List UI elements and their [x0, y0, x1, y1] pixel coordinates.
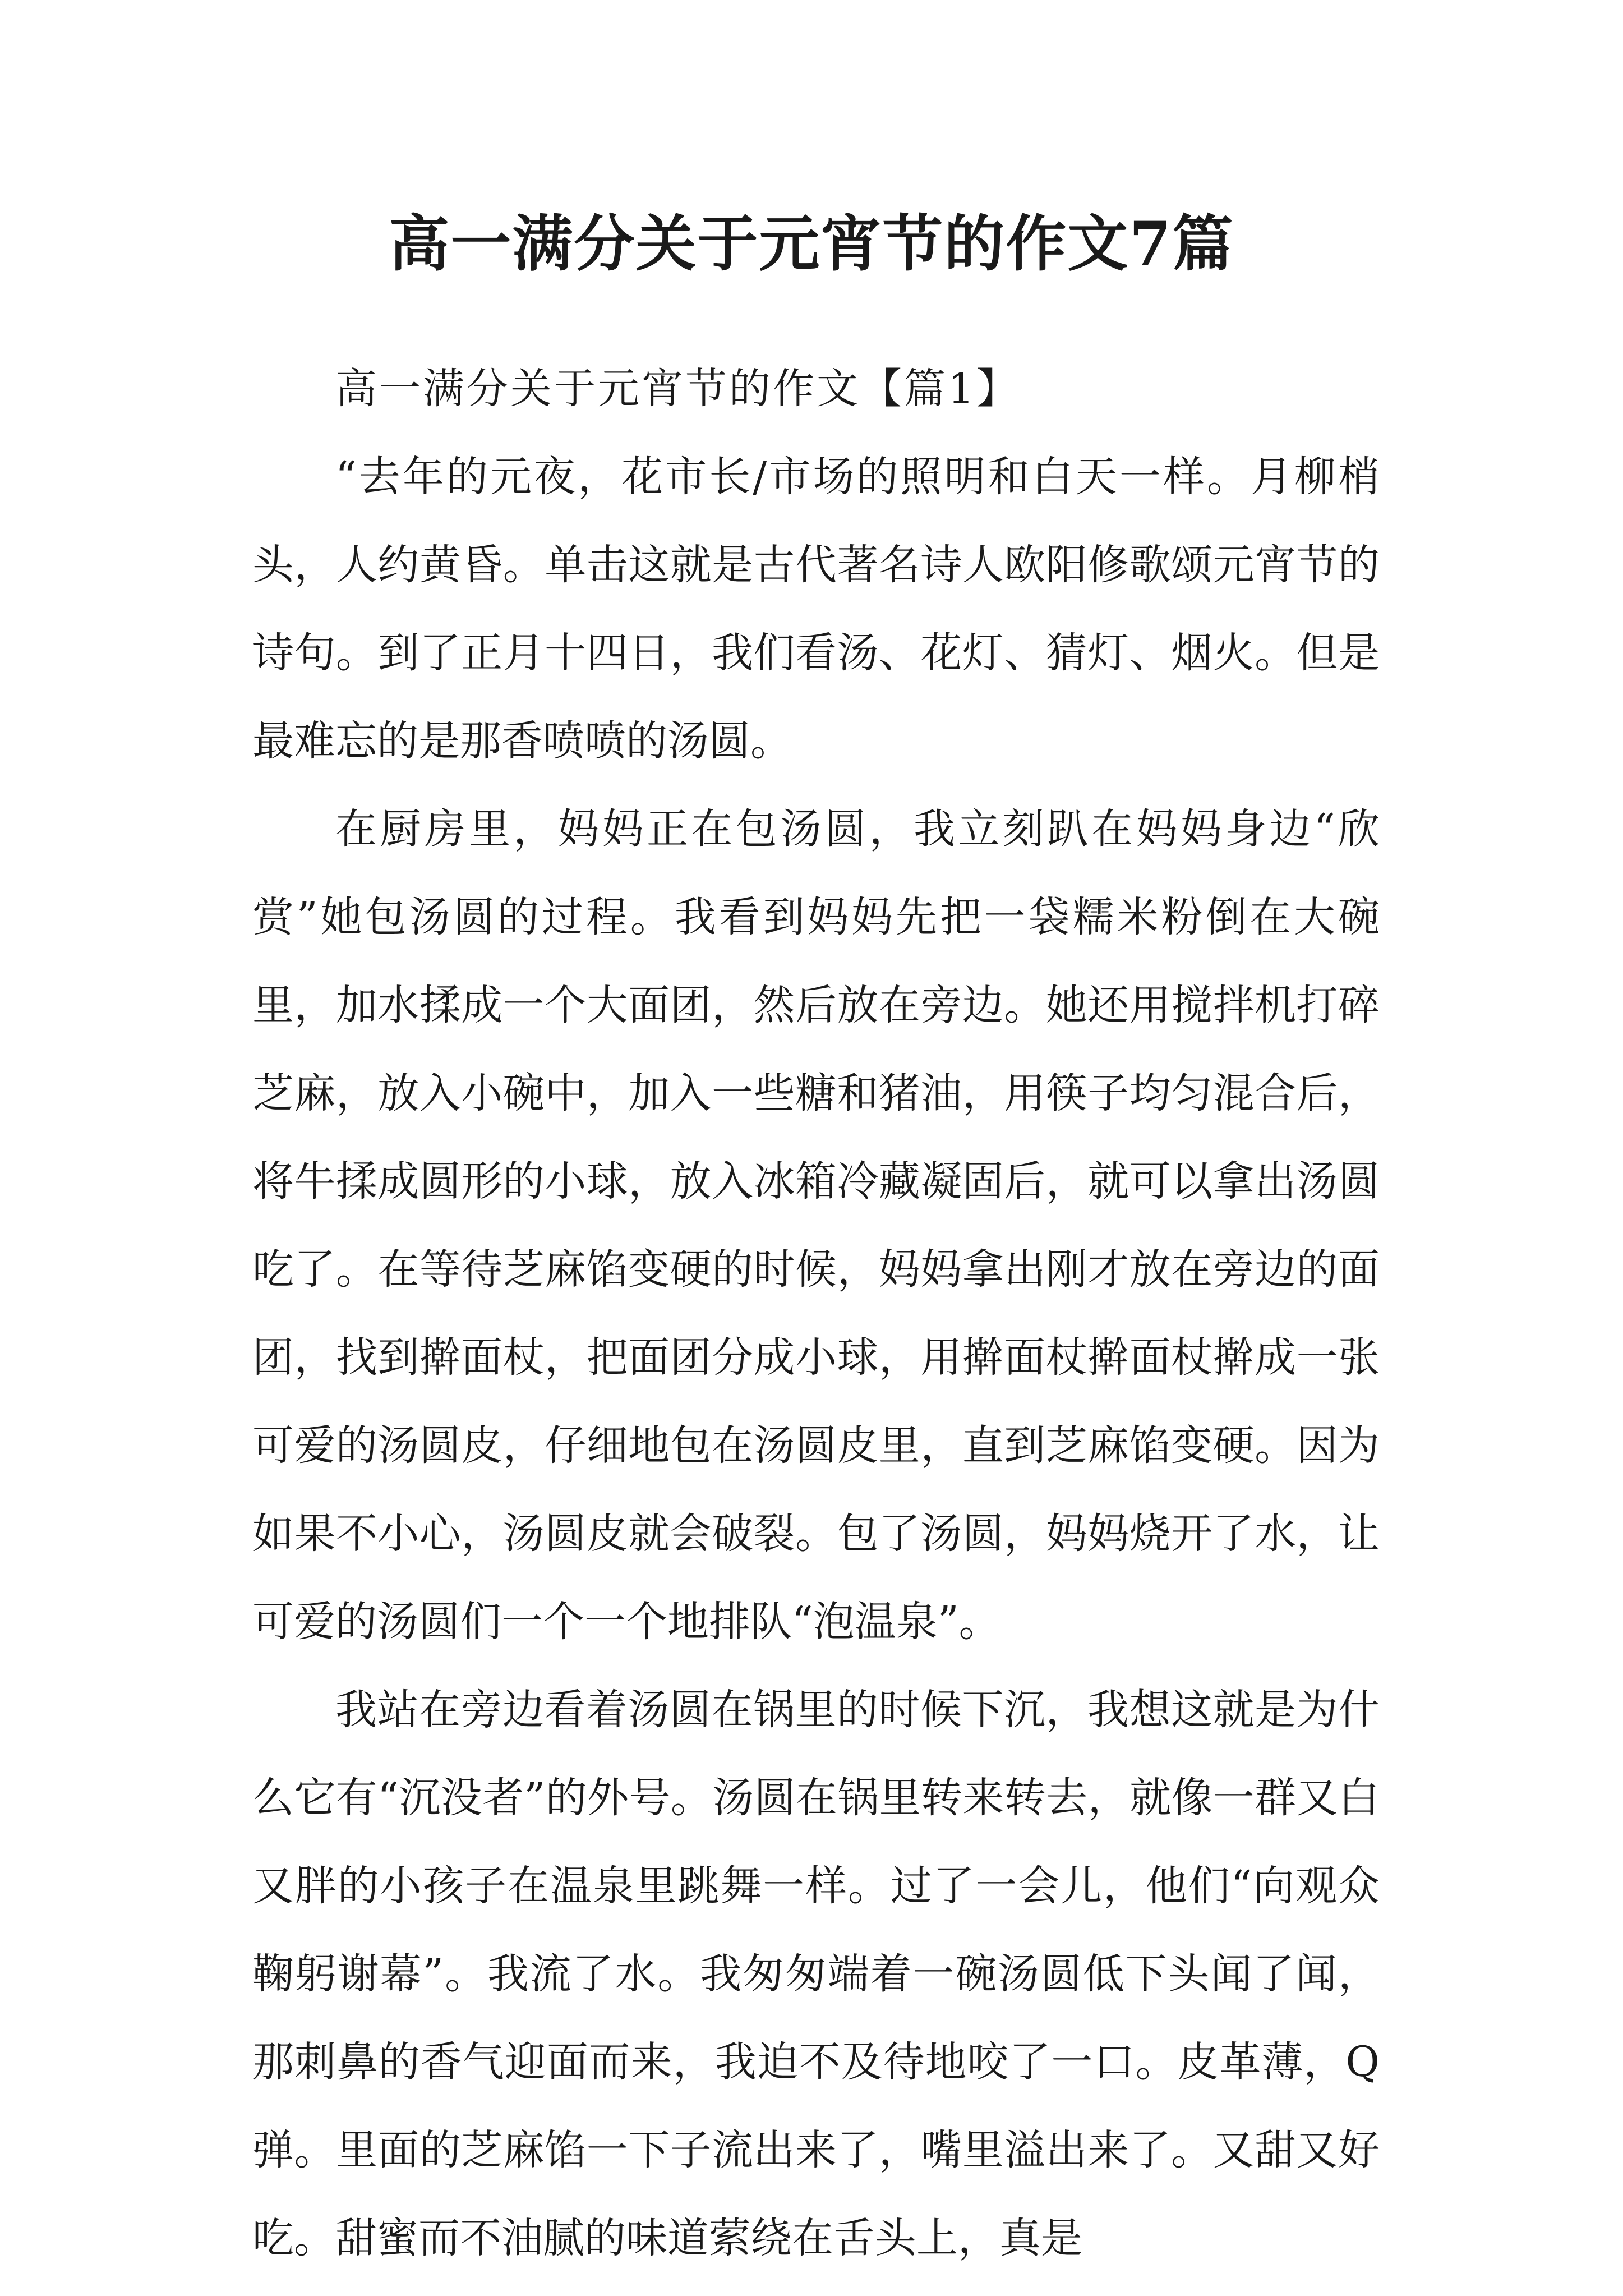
paragraph: 在厨房里，妈妈正在包汤圆，我立刻趴在妈妈身边“欣赏”她包汤圆的过程。我看到妈妈先把一袋糯米粉倒在大碗里，加水揉成一个大面团，然后放在旁边。她还用搅拌机打碎芝麻，放入小碗中，加入一些糖和猪油，用筷子均匀混合后，将牛揉成圆形的小球，放入冰箱冷藏凝固后，就可以拿出汤圆吃了。在等待芝麻馅变硬的时候，妈妈拿出刚才放在旁边的面团，找到擀面杖，把面团分成小球，用擀面杖擀面杖擀成一张可爱的汤圆皮，仔细地包在汤圆皮里，直到芝麻馅变硬。因为如果不小心，汤圆皮就会破裂。包了汤圆，妈妈烧开了水，让可爱的汤圆们一个一个地排队“泡温泉”。 [252, 805, 1380, 1646]
paragraph: “去年的元夜，花市长/市场的照明和白天一样。月柳梢头，人约黄昏。单击这就是古代著名诗人欧阳修歌颂元宵节的诗句。到了正月十四日，我们看汤、花灯、猜灯、烟火。但是最难忘的是那香喷喷的汤圆。 [252, 453, 1380, 765]
section-heading: 高一满分关于元宵节的作文【篇1】 [335, 365, 1021, 413]
paragraph: 我站在旁边看着汤圆在锅里的时候下沉，我想这就是为什么它有“沉没者”的外号。汤圆在锅里转来转去，就像一群又白又胖的小孩子在温泉里跳舞一样。过了一会儿，他们“向观众鞠躬谢幕”。我流了水。我匆匆端着一碗汤圆低下头闻了闻，那刺鼻的香气迎面而来，我迫不及待地咬了一口。皮革薄，Q弹。里面的芝麻馅一下子流出来了，嘴里溢出来了。又甜又好吃。甜蜜而不油腻的味道萦绕在舌头上，真是 [252, 1686, 1380, 2262]
document-body [252, 345, 1380, 2283]
document-title: 高一满分关于元宵节的作文7篇 [389, 209, 1234, 279]
